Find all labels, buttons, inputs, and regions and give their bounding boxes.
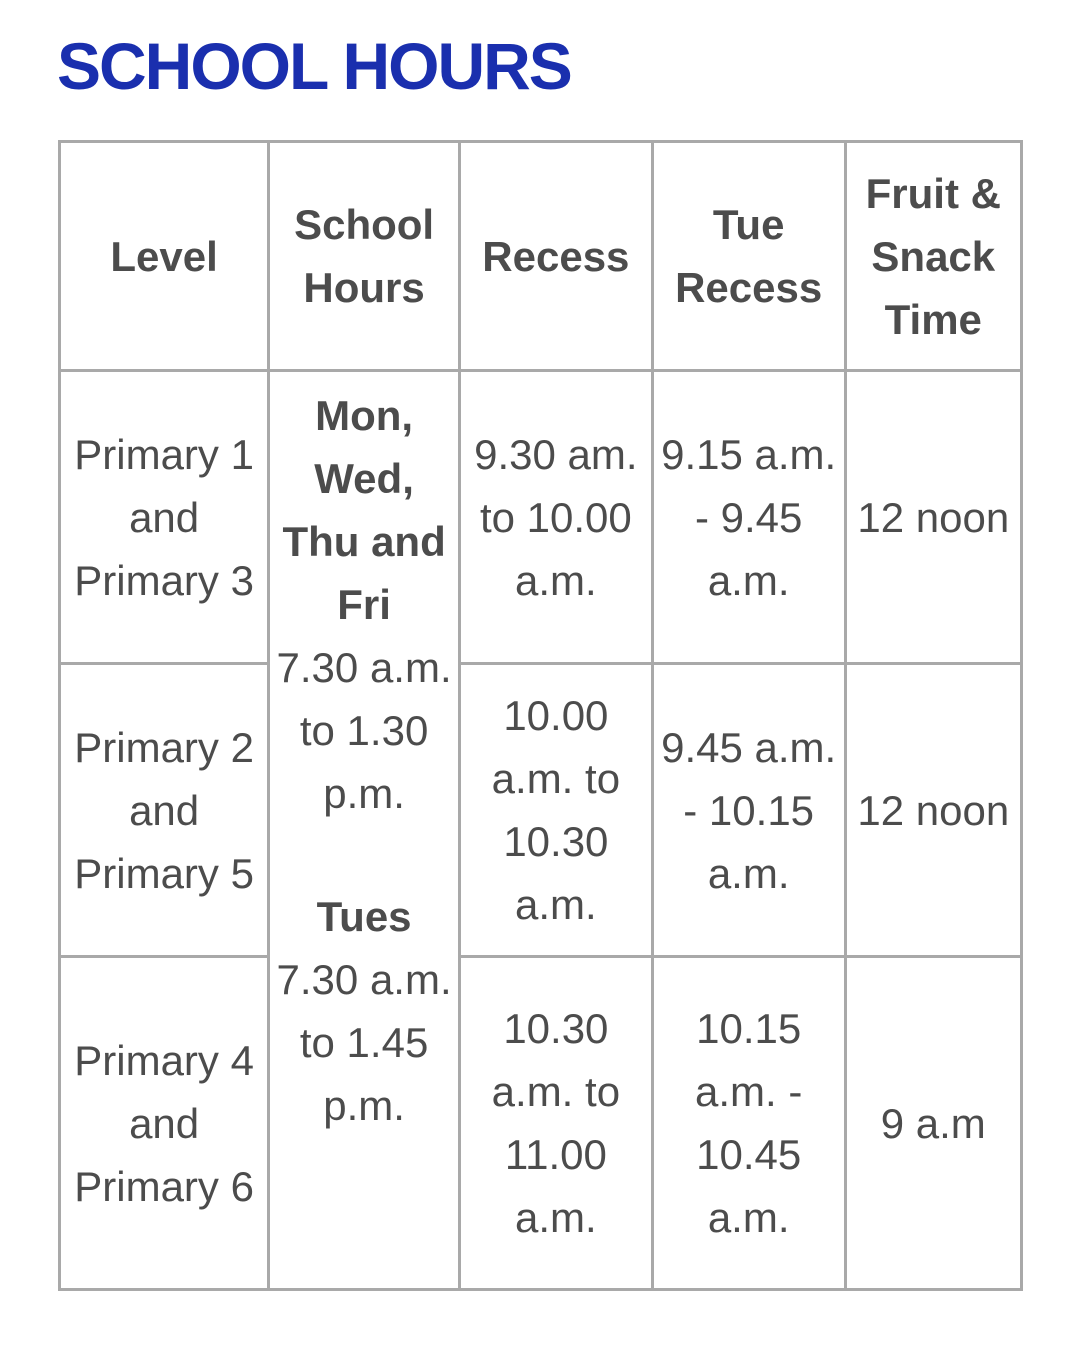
spacer	[274, 825, 454, 885]
page-title: SCHOOL HOURS	[57, 29, 571, 103]
school-hours-cell	[269, 371, 460, 1290]
table-header-row	[60, 142, 1022, 371]
weekday-label: Mon, Wed, Thu and Fri	[282, 392, 446, 628]
tuesday-label: Tues	[316, 893, 412, 940]
weekday-time: 7.30 a.m. to 1.30 p.m.	[276, 644, 452, 817]
fruit-snack-cell: 12 noon	[845, 664, 1021, 957]
header-school-hours: School Hours	[269, 142, 460, 371]
school-hours-table	[58, 140, 1023, 1291]
fruit-snack-cell: 9 a.m	[845, 957, 1021, 1290]
level-cell: Primary 4 and Primary 6	[60, 957, 269, 1290]
level-cell: Primary 2 and Primary 5	[60, 664, 269, 957]
header-level: Level	[60, 142, 269, 371]
tue-recess-cell: 9.15 a.m. - 9.45 a.m.	[652, 371, 845, 664]
recess-cell: 9.30 am. to 10.00 a.m.	[459, 371, 652, 664]
header-fruit-snack-time: Fruit & Snack Time	[845, 142, 1021, 371]
recess-cell: 10.00 a.m. to 10.30 a.m.	[459, 664, 652, 957]
level-cell: Primary 1 and Primary 3	[60, 371, 269, 664]
tue-recess-cell: 9.45 a.m. - 10.15 a.m.	[652, 664, 845, 957]
table-row	[60, 957, 1022, 1290]
header-tue-recess: Tue Recess	[652, 142, 845, 371]
table-row	[60, 371, 1022, 664]
header-recess: Recess	[459, 142, 652, 371]
recess-cell: 10.30 a.m. to 11.00 a.m.	[459, 957, 652, 1290]
table-row	[60, 664, 1022, 957]
tue-recess-cell: 10.15 a.m. - 10.45 a.m.	[652, 957, 845, 1290]
fruit-snack-cell: 12 noon	[845, 371, 1021, 664]
tuesday-time: 7.30 a.m. to 1.45 p.m.	[276, 956, 452, 1129]
